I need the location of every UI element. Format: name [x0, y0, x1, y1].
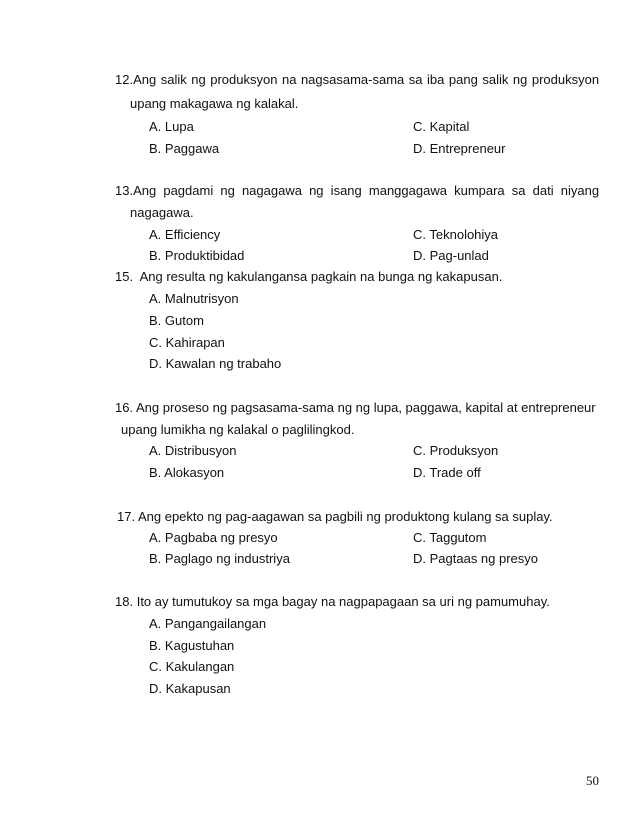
question-17: [117, 509, 553, 525]
question-18-option-a: A. Pangangailangan: [149, 616, 267, 631]
question-12-stem-line2: upang makagawa ng kalakal.: [130, 96, 299, 111]
question-15-option-d: D. Kawalan ng trabaho: [149, 356, 282, 371]
question-number: 15.: [115, 269, 134, 284]
question-17-option-d: D. Pagtaas ng presyo: [413, 551, 539, 566]
question-13: [115, 183, 603, 199]
question-number: 13.: [115, 183, 134, 198]
question-16-stem-line2: upang lumikha ng kalakal o paglilingkod.: [121, 422, 355, 437]
page-number: 50: [586, 773, 599, 788]
question-12-option-c: C. Kapital: [413, 119, 470, 134]
question-stem-line1: Ang resulta ng kakulangansa pagkain na bunga ng kakapusan.: [139, 269, 503, 284]
question-13-option-a: A. Efficiency: [149, 227, 221, 242]
question-13-option-c: C. Teknolohiya: [413, 227, 499, 242]
question-13-option-d: D. Pag-unlad: [413, 248, 489, 263]
question-number: 17.: [117, 509, 136, 524]
question-15: [115, 269, 502, 285]
question-12-option-b: B. Paggawa: [149, 141, 220, 156]
question-18: [115, 594, 550, 610]
question-18-option-d: D. Kakapusan: [149, 681, 231, 696]
question-15-option-a: A. Malnutrisyon: [149, 291, 239, 306]
question-number: 18.: [115, 594, 134, 609]
question-15-option-b: B. Gutom: [149, 313, 204, 328]
question-16-option-d: D. Trade off: [413, 465, 481, 480]
question-18-option-c: C. Kakulangan: [149, 659, 235, 674]
question-12-option-d: D. Entrepreneur: [413, 141, 506, 156]
question-13-stem-line2: nagagawa.: [130, 205, 194, 220]
question-stem-line1: Ang salik ng produksyon na nagsasama-sama sa iba pang salik ng produksyon: [133, 72, 600, 87]
question-12: [115, 72, 603, 88]
question-16-option-c: C. Produksyon: [413, 443, 499, 458]
question-number: 12.: [115, 72, 134, 87]
question-17-option-a: A. Pagbaba ng presyo: [149, 530, 278, 545]
question-stem-line1: Ang proseso ng pagsasama-sama ng ng lupa, paggawa, kapital at entrepreneur: [135, 400, 596, 415]
question-stem-line1: Ang epekto ng pag-aagawan sa pagbili ng produktong kulang sa suplay.: [137, 509, 553, 524]
question-16-option-a: A. Distribusyon: [149, 443, 237, 458]
question-16-option-b: B. Alokasyon: [149, 465, 225, 480]
question-12-option-a: A. Lupa: [149, 119, 194, 134]
question-stem-line1: Ang pagdami ng nagagawa ng isang manggagawa kumpara sa dati niyang: [133, 183, 600, 198]
question-13-option-b: B. Produktibidad: [149, 248, 245, 263]
question-18-option-b: B. Kagustuhan: [149, 638, 235, 653]
question-15-option-c: C. Kahirapan: [149, 335, 225, 350]
question-17-option-c: C. Taggutom: [413, 530, 487, 545]
question-stem-line1: Ito ay tumutukoy sa mga bagay na nagpapagaan sa uri ng pamumuhay.: [136, 594, 550, 609]
question-number: 16.: [115, 400, 134, 415]
question-16: [115, 400, 596, 416]
question-17-option-b: B. Paglago ng industriya: [149, 551, 290, 566]
